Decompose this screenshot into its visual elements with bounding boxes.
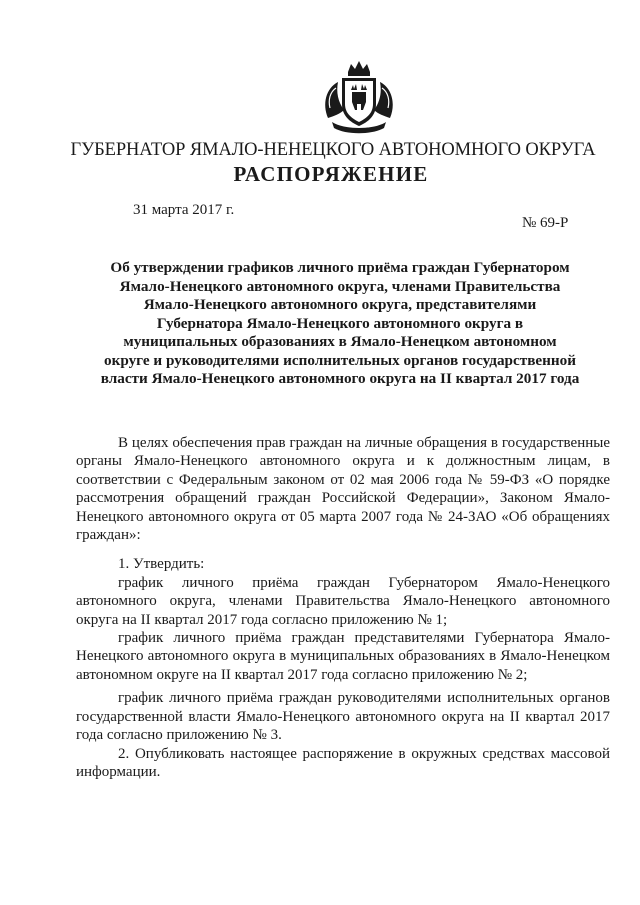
item-1-a: график личного приёма граждан Губернатором Ямало-Ненецкого автономного округа, членами Правительства Ямало-Ненецкого автономного округа на II квартал 2017 года согласно приложению № 1;: [76, 574, 610, 628]
document-number: № 69-Р: [522, 215, 569, 231]
organization-title: ГУБЕРНАТОР ЯМАЛО-НЕНЕЦКОГО АВТОНОМНОГО ОКРУГА: [70, 140, 596, 160]
item-1-b: график личного приёма граждан представителями Губернатора Ямало-Ненецкого автономного округа в муниципальных образованиях в Ямало-Ненецком автономном округе на II квартал 2017 года согласно приложению № 2;: [76, 630, 610, 683]
document-subject: Об утверждении графиков личного приёма граждан Губернатором Ямало-Ненецкого автономного округа, членами Правительства Ямало-Ненецкого автономного округа, представителями Губернатора Ямало-Ненецкого автономного округа в муниципальных образованиях в Ямало-Ненецком автономном округе и руководителями исполнительных органов государственной власти Ямало-Ненецкого автономного округа на II квартал 2017 года: [100, 259, 580, 387]
item-1-c: график личного приёма граждан руководителями исполнительных органов государственной власти Ямало-Ненецкого автономного округа на II квартал 2017 года согласно приложению № 3.: [76, 690, 610, 744]
document-type: РАСПОРЯЖЕНИЕ: [233, 162, 429, 186]
document-date: 31 марта 2017 г.: [133, 202, 235, 218]
preamble-paragraph: В целях обеспечения прав граждан на личные обращения в государственные органы Ямало-Ненецкого автономного округа и к должностным лицам, в соответствии с Федеральным законом от 02 мая 2006 года № 59-ФЗ «О порядке рассмотрения обращений граждан Российской Федерации», Законом Ямало-Ненецкого автономного округа от 05 марта 2007 года № 24-ЗАО «Об обращениях граждан»:: [76, 435, 610, 544]
coat-of-arms-icon: [318, 58, 400, 140]
item-2: 2. Опубликовать настоящее распоряжение в окружных средствах массовой информации.: [76, 745, 610, 780]
item-1-title: 1. Утвердить:: [118, 556, 205, 573]
document-body: [76, 434, 610, 781]
